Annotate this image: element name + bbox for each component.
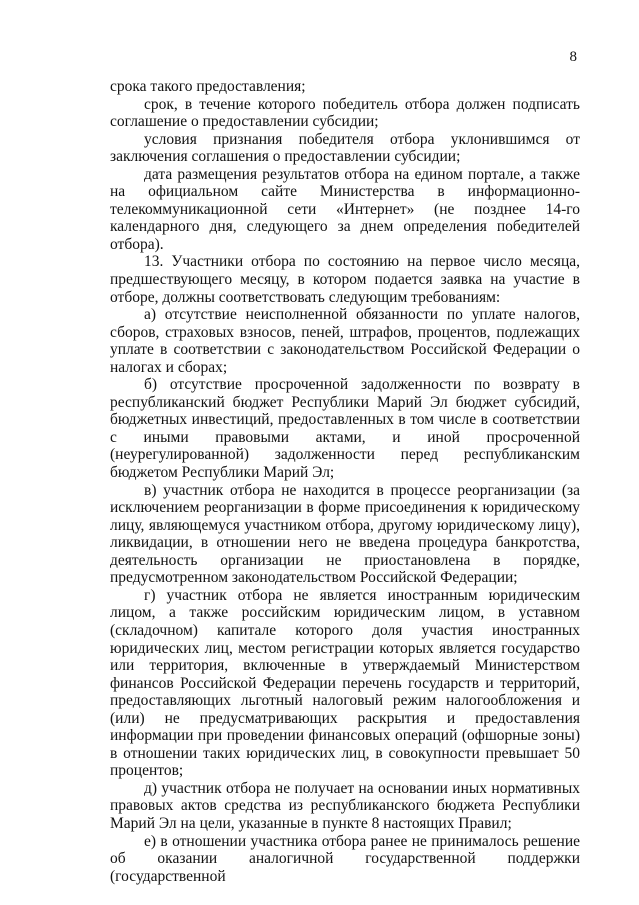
paragraph-3: условия признания победителя отбора уклонившимся от заключения соглашения о предоставлении субсидии; xyxy=(110,130,580,166)
paragraph-6-item-a: а) отсутствие неисполненной обязанности по уплате налогов, сборов, страховых взносов, пеней, штрафов, процентов, подлежащих уплате в соответствии с законодательством Российской Федерации о налогах и сборах; xyxy=(110,306,580,376)
page-number: 8 xyxy=(569,49,577,65)
paragraph-1: срока такого предоставления; xyxy=(110,78,306,95)
paragraph-9-item-g: г) участник отбора не является иностранным юридическим лицом, а также российским юридическим лицом, в уставном (складочном) капитале которого доля участия иностранных юридических лиц, местом регистрации которых является государство или территория, включенные в утверждаемый Министерством финансов Российской Федерации перечень государств и территорий, предоставляющих льготный налоговый режим налогообложения и (или) не предусматривающих раскрытия и предоставления информации при проведении финансовых операций (офшорные зоны) в отношении таких юридических лиц, в совокупности превышает 50 процентов; xyxy=(110,586,580,780)
paragraph-8-item-v: в) участник отбора не находится в процессе реорганизации (за исключением реорганизации в форме присоединения к юридическому лицу, являющемуся участником отбора, другому юридическому лицу), ликвидации, в отношении него не введена процедура банкротства, деятельность организации не приостановлена в порядке, предусмотренном законодательством Российской Федерации; xyxy=(110,481,580,587)
paragraph-4: дата размещения результатов отбора на едином портале, а также на официальном сайте Министерства в информационно-телекоммуникационной сети «Интернет» (не позднее 14-го календарного дня, следующего за днем определения победителей отбора). xyxy=(110,165,580,253)
paragraph-7-item-b: б) отсутствие просроченной задолженности по возврату в республиканский бюджет Республики Марий Эл бюджет субсидий, бюджетных инвестиций, предоставленных в том числе в соответствии с иными правовыми актами, и иной просроченной (неурегулированной) задолженности перед республиканским бюджетом Республики Марий Эл; xyxy=(110,376,580,482)
paragraph-2: срок, в течение которого победитель отбора должен подписать соглашение о предоставлении субсидии; xyxy=(110,95,580,131)
document-body xyxy=(110,78,580,885)
paragraph-11-item-e: е) в отношении участника отбора ранее не принималось решение об оказании аналогичной государственной поддержки (государственной xyxy=(110,832,580,885)
paragraph-5-item-13: 13. Участники отбора по состоянию на первое число месяца, предшествующего месяцу, в котором подается заявка на участие в отборе, должны соответствовать следующим требованиям: xyxy=(110,253,580,306)
paragraph-10-item-d: д) участник отбора не получает на основании иных нормативных правовых актов средства из республиканского бюджета Республики Марий Эл на цели, указанные в пункте 8 настоящих Правил; xyxy=(110,779,580,832)
